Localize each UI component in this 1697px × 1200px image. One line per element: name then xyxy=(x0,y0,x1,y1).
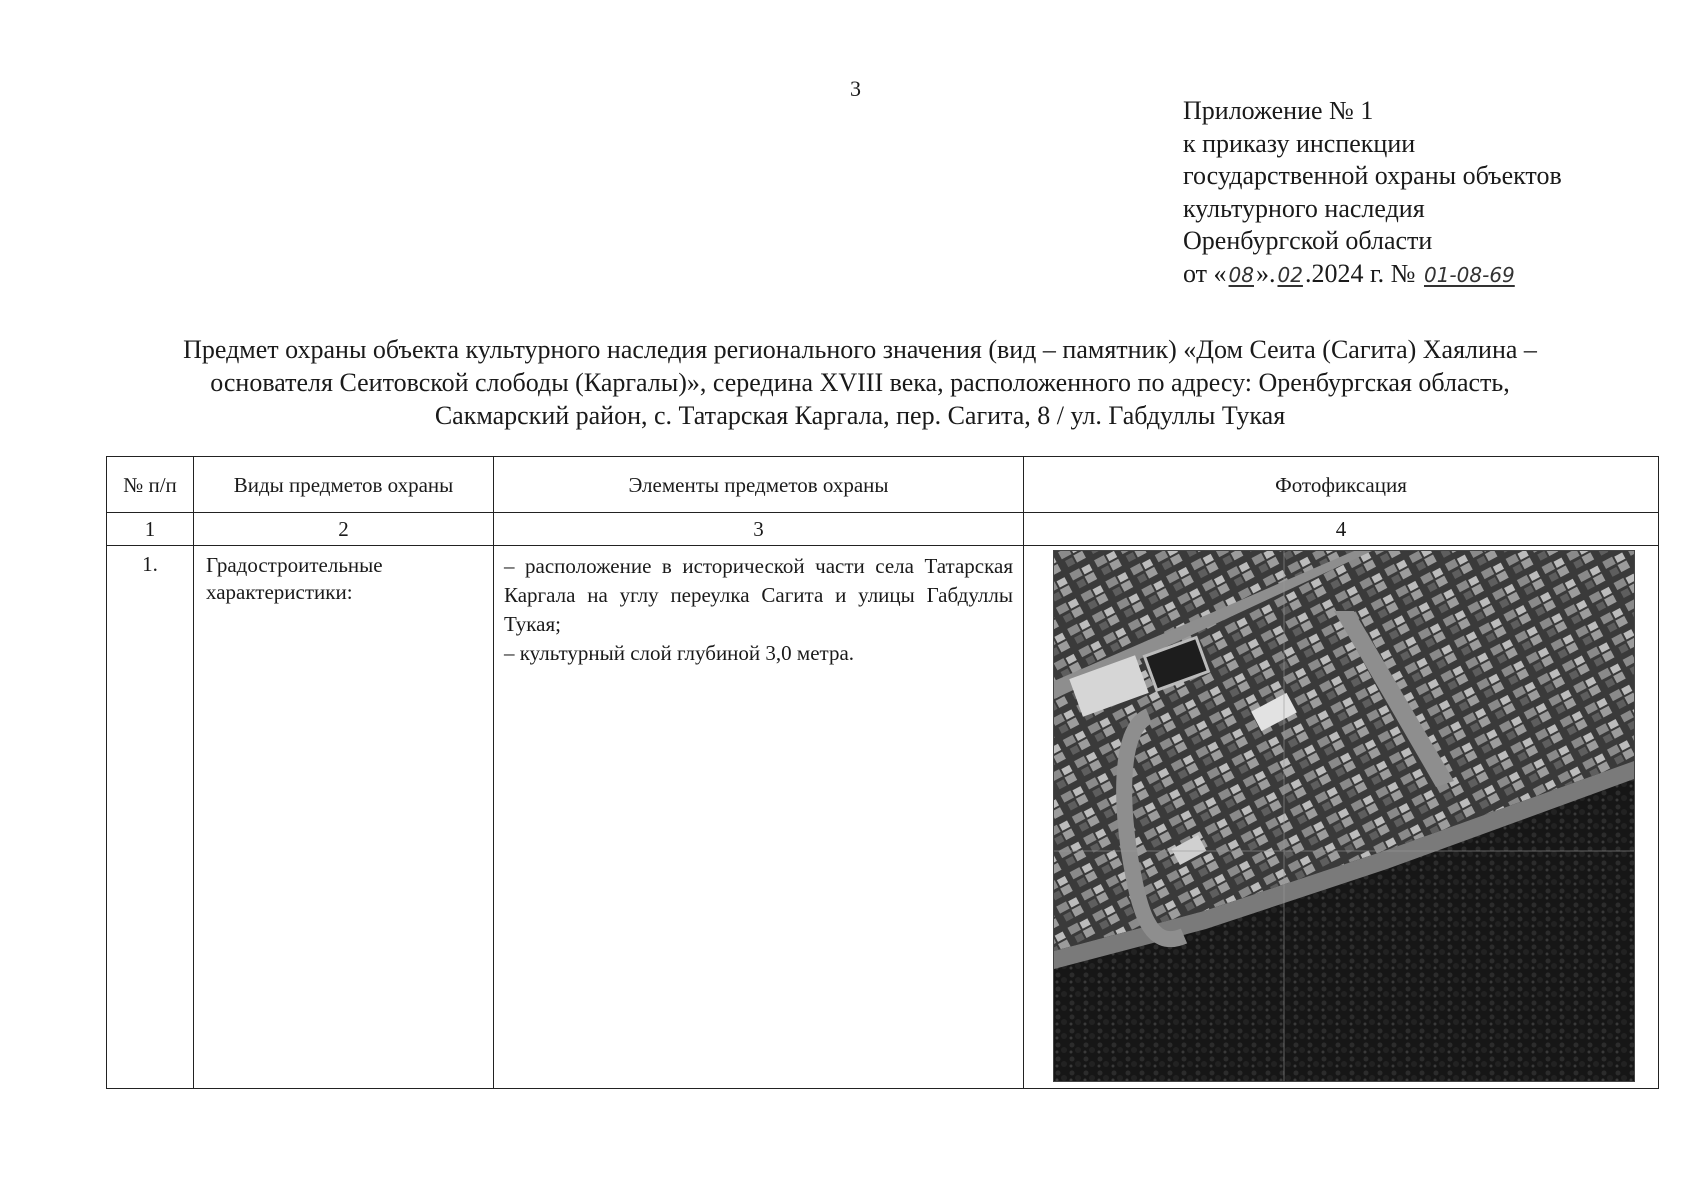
row-kind: Градостроительные характеристики: xyxy=(194,546,494,1089)
document-title xyxy=(110,333,1610,432)
header-elements: Элементы предметов охраны xyxy=(494,457,1024,513)
appendix-line: Приложение № 1 xyxy=(1183,96,1374,125)
appendix-line: культурного наследия xyxy=(1183,193,1425,223)
column-number-row xyxy=(107,513,1659,546)
element-item: – расположение в исторической части села Татарская Каргала на углу переулка Сагита и улицы Габдуллы Тукая; xyxy=(504,554,1013,636)
handwritten-order-number: 01-08-69 xyxy=(1423,262,1515,287)
header-num: № п/п xyxy=(107,457,194,513)
table-header-row xyxy=(107,457,1659,513)
handwritten-month: 02 xyxy=(1277,262,1303,287)
appendix-line: Оренбургской области xyxy=(1183,226,1433,255)
date-prefix: от « xyxy=(1183,258,1227,288)
appendix-line: к приказу инспекции xyxy=(1183,128,1416,158)
header-photo: Фотофиксация xyxy=(1024,457,1659,513)
date-mid: ». xyxy=(1255,258,1276,288)
column-number: 2 xyxy=(194,513,494,546)
aerial-photo-icon xyxy=(1053,550,1635,1082)
order-date-line xyxy=(1183,258,1562,292)
column-number: 1 xyxy=(107,513,194,546)
column-number: 3 xyxy=(494,513,1024,546)
date-year: .2024 г. № xyxy=(1304,258,1416,288)
row-elements xyxy=(494,546,1024,1089)
title-line: Сакмарский район, с. Татарская Каргала, пер. Сагита, 8 / ул. Габдуллы Тукая xyxy=(434,401,1286,430)
element-item: – культурный слой глубиной 3,0 метра. xyxy=(504,641,855,665)
title-line: основателя Сеитовской слободы (Каргалы)», середина XVIII века, расположенного по адресу: Оренбургская область, xyxy=(210,368,1510,397)
header-kinds: Виды предметов охраны xyxy=(194,457,494,513)
row-number: 1. xyxy=(107,546,194,1089)
column-number: 4 xyxy=(1024,513,1659,546)
page-number: 3 xyxy=(850,76,861,101)
row-photo xyxy=(1024,546,1659,1089)
appendix-line: государственной охраны объектов xyxy=(1183,161,1562,190)
appendix-header xyxy=(1183,95,1562,291)
title-line: Предмет охраны объекта культурного наследия регионального значения (вид – памятник) «Дом Сеита (Сагита) Хаялина – xyxy=(183,335,1537,364)
protection-table xyxy=(106,456,1659,1089)
handwritten-day: 08 xyxy=(1228,262,1254,287)
table-row xyxy=(107,546,1659,1089)
